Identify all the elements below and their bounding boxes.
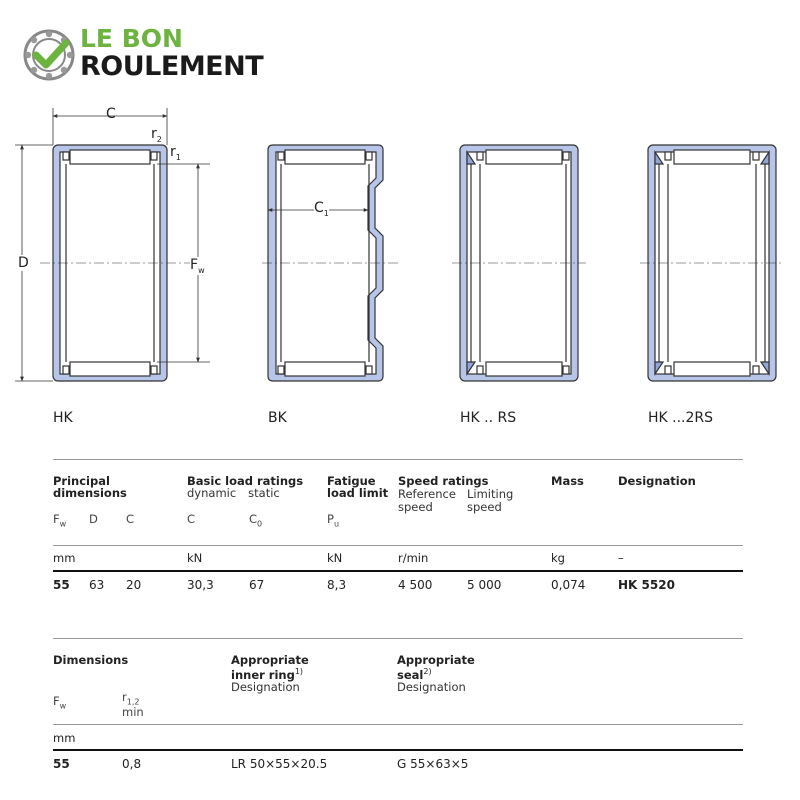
symbol-fw: $F_w$	[53, 512, 67, 529]
header-fatigue-load-limit: Fatigue load limit	[327, 474, 389, 500]
dim-c1-label: $C_1$	[314, 200, 329, 218]
caption-bk: BK	[268, 410, 287, 426]
unit-rmin: r/min	[398, 551, 429, 565]
unit-mm-2: mm	[53, 731, 76, 745]
cell-fw-2: 55	[53, 757, 70, 771]
caption-hk-2rs: HK ...2RS	[648, 410, 714, 426]
header-designation: Designation	[618, 474, 696, 488]
dim-c-label: C	[106, 106, 116, 122]
dim-fw-label: $F_w$	[190, 257, 205, 275]
cell-d: 63	[89, 578, 105, 592]
cell-pu: 8,3	[327, 578, 347, 592]
caption-hk: HK	[53, 410, 73, 426]
hk-2rs-drawing	[640, 145, 784, 381]
logo-line-2: ROULEMENT	[80, 51, 264, 82]
bearing-logo-icon	[22, 28, 76, 82]
symbol-c0: $C_0$	[249, 512, 263, 529]
bearing-drawings	[0, 100, 800, 400]
symbol-d: D	[89, 512, 98, 526]
header-basic-load-ratings: Basic load ratings dynamic static	[187, 474, 304, 500]
cell-fw: 55	[53, 578, 70, 592]
hk-rs-drawing	[452, 145, 586, 381]
caption-hk-rs: HK .. RS	[460, 410, 517, 426]
logo-line-1: LE BON	[80, 24, 183, 53]
header-reference-speed: Reference speed	[398, 487, 456, 514]
cell-seal: G 55×63×5	[397, 757, 469, 771]
header-limiting-speed: Limiting speed	[467, 487, 514, 514]
symbol-pu: $P_u$	[327, 512, 340, 529]
header-seal: Appropriate seal$^{2)}$ Designation	[397, 653, 475, 694]
header-inner-ring: Appropriate inner ring$^{1)}$ Designation	[231, 653, 309, 694]
header-principal-dimensions: Principal dimensions	[53, 474, 127, 500]
unit-kn-fatigue: kN	[327, 551, 343, 565]
unit-mm: mm	[53, 551, 76, 565]
unit-dash: –	[618, 551, 624, 565]
symbol-c: C	[126, 512, 135, 526]
dim-r1-label: $r_1$	[170, 144, 181, 162]
symbol-fw-2: $F_w$	[53, 694, 67, 711]
unit-kn-load: kN	[187, 551, 203, 565]
cell-inner-ring: LR 50×55×20.5	[231, 757, 328, 771]
cell-lim-speed: 5 000	[467, 578, 502, 592]
header-speed-ratings: Speed ratings	[398, 474, 489, 488]
cell-r: 0,8	[122, 757, 142, 771]
cell-mass: 0,074	[551, 578, 586, 592]
cell-c-dynamic: 30,3	[187, 578, 214, 592]
symbol-c-dynamic: C	[187, 512, 196, 526]
cell-c: 20	[126, 578, 142, 592]
bk-drawing	[262, 145, 400, 381]
cell-ref-speed: 4 500	[398, 578, 433, 592]
header-mass: Mass	[551, 474, 584, 488]
header-dimensions: Dimensions	[53, 653, 129, 667]
dim-d-label: D	[18, 255, 29, 271]
cell-c0: 67	[249, 578, 265, 592]
cell-designation: HK 5520	[618, 578, 675, 592]
dim-r2-label: $r_2$	[151, 126, 162, 144]
logo	[22, 26, 302, 86]
unit-kg: kg	[551, 551, 565, 565]
symbol-r12: $r_{1,2}$ min	[122, 690, 144, 720]
